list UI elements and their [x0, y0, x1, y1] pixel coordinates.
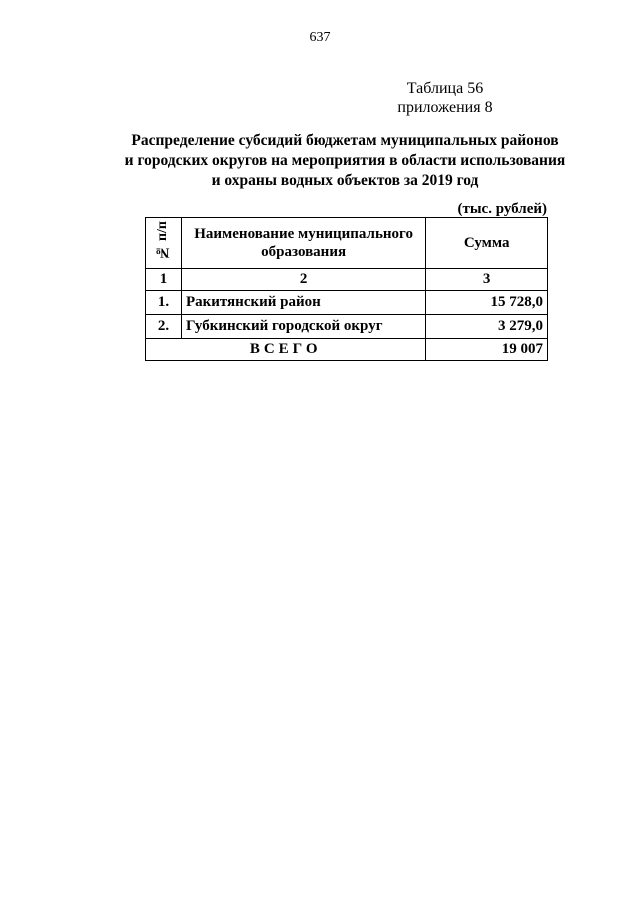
total-sum: 19 007 — [426, 339, 548, 361]
header-sum: Сумма — [426, 218, 548, 269]
row-sum: 15 728,0 — [426, 291, 548, 315]
row-num: 1. — [146, 291, 182, 315]
document-title-line2: и городских округов на мероприятия в области использования — [124, 152, 566, 169]
table-index-row — [146, 269, 548, 291]
row-name: Ракитянский район — [181, 291, 425, 315]
index-cell: 1 — [146, 269, 182, 291]
table-row — [146, 315, 548, 339]
total-label: ВСЕГО — [146, 339, 426, 361]
document-title — [110, 131, 580, 191]
header-num-label: № п/п — [155, 221, 171, 260]
subsidy-table — [145, 217, 548, 361]
index-cell: 2 — [181, 269, 425, 291]
document-title-line1: Распределение субсидий бюджетам муниципальных районов — [131, 132, 559, 149]
header-name-line1: Наименование муниципального — [194, 226, 413, 242]
row-name: Губкинский городской округ — [181, 315, 425, 339]
table-reference-line2: приложения 8 — [397, 99, 493, 116]
header-name-line2: образования — [261, 244, 347, 260]
table-reference-line1: Таблица 56 — [406, 80, 484, 97]
table-reference — [380, 79, 510, 117]
index-cell: 3 — [426, 269, 548, 291]
header-name — [181, 218, 425, 269]
table-header-row — [146, 218, 548, 269]
row-num: 2. — [146, 315, 182, 339]
row-sum: 3 279,0 — [426, 315, 548, 339]
units-label: (тыс. рублей) — [457, 201, 547, 217]
page-number: 637 — [309, 30, 331, 45]
table-row — [146, 291, 548, 315]
document-title-line3: и охраны водных объектов за 2019 год — [211, 172, 479, 189]
header-num — [146, 218, 182, 269]
table-total-row — [146, 339, 548, 361]
